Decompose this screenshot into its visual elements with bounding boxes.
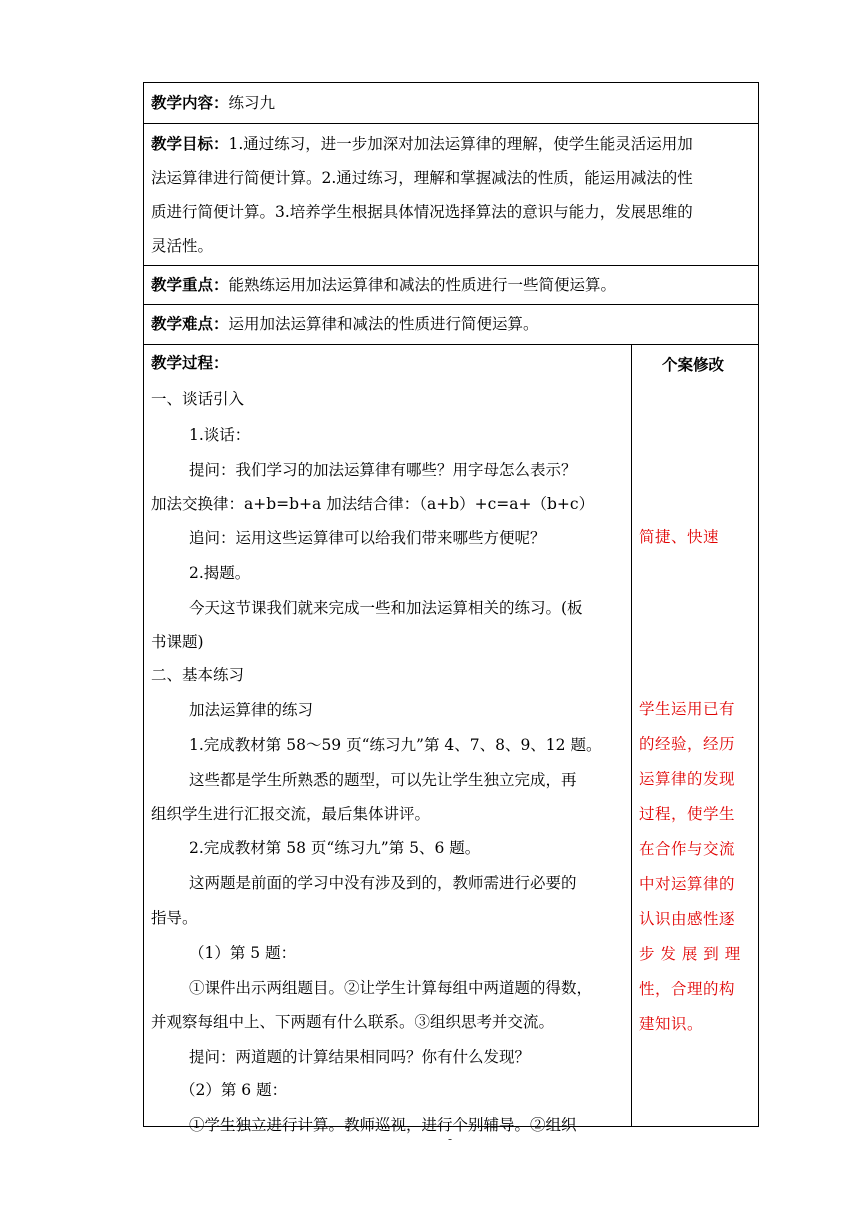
note-line: 中对运算律的	[639, 875, 736, 893]
goals-label: 教学目标：	[151, 134, 229, 153]
row-content	[144, 83, 758, 124]
process-line: 一、谈话引入	[151, 390, 245, 408]
process-line: 书课题)	[151, 633, 204, 651]
process-line: 1.谈话：	[189, 426, 251, 444]
difficulty-value: 运用加法运算律和减法的性质进行简便运算。	[228, 315, 539, 333]
process-header: 教学过程：	[151, 353, 229, 372]
process-line: 今天这节课我们就来完成一些和加法运算相关的练习。(板	[189, 599, 583, 617]
lesson-plan-table	[143, 82, 759, 1134]
difficulty-label: 教学难点：	[151, 314, 229, 333]
process-line: ①学生独立进行计算。教师巡视，进行个别辅导。②组织	[189, 1116, 577, 1134]
process-line: 指导。	[151, 909, 198, 927]
row-goals	[144, 124, 758, 266]
process-line: 2.揭题。	[189, 564, 251, 582]
notes-column	[632, 345, 758, 1126]
goals-line-4: 灵活性。	[151, 237, 214, 255]
row-difficulty	[144, 305, 758, 345]
process-line: 提问：两道题的计算结果相同吗？你有什么发现？	[189, 1048, 531, 1066]
note-line: 性，合理的构	[639, 980, 736, 998]
notes-header: 个案修改	[662, 355, 725, 374]
note-line: 建知识。	[639, 1015, 704, 1033]
process-line: （2）第 6 题：	[180, 1081, 288, 1099]
goals-line-1: 1.通过练习，进一步加深对加法运算律的理解，使学生能灵活运用加	[228, 135, 693, 153]
note-line: 认识由感性逐	[639, 910, 736, 928]
process-line: 加法交换律：a+b=b+a 加法结合律：（a+b）+c=a+（b+c）	[151, 495, 595, 513]
goals-line-2: 法运算律进行简便计算。2.通过练习，理解和掌握减法的性质，能运用减法的性	[151, 169, 693, 187]
process-line: 追问：运用这些运算律可以给我们带来哪些方便呢？	[189, 529, 546, 547]
process-line: 这两题是前面的学习中没有涉及到的，教师需进行必要的	[189, 874, 577, 892]
note-line: 学生运用已有	[639, 700, 736, 718]
key-value: 能熟练运用加法运算律和减法的性质进行一些简便运算。	[228, 276, 617, 294]
note-line: 在合作与交流	[639, 840, 736, 858]
process-column	[144, 345, 632, 1134]
content-label: 教学内容：	[151, 93, 229, 112]
note-line: 运算律的发现	[639, 770, 736, 788]
process-line: 1.完成教材第 58～59 页“练习九”第 4、7、8、9、12 题。	[189, 736, 602, 754]
page-footer-mark: -	[448, 1132, 453, 1146]
process-line: 加法运算律的练习	[189, 701, 314, 719]
process-line: 提问：我们学习的加法运算律有哪些？用字母怎么表示？	[189, 461, 577, 479]
process-line: 2.完成教材第 58 页“练习九”第 5、6 题。	[189, 839, 481, 857]
process-line: 组织学生进行汇报交流，最后集体讲评。	[151, 805, 431, 823]
note-line: 步 发 展 到 理	[639, 945, 741, 963]
row-key-points	[144, 266, 758, 305]
process-line: ①课件出示两组题目。②让学生计算每组中两道题的得数，	[189, 979, 593, 997]
key-label: 教学重点：	[151, 275, 229, 294]
content-value: 练习九	[228, 94, 276, 112]
process-line: 这些都是学生所熟悉的题型，可以先让学生独立完成，再	[189, 771, 577, 789]
note-line: 的经验，经历	[639, 735, 736, 753]
goals-line-3: 质进行简便计算。3.培养学生根据具体情况选择算法的意识与能力，发展思维的	[151, 203, 693, 221]
process-line: 二、基本练习	[151, 666, 245, 684]
process-line: （1）第 5 题：	[189, 944, 297, 962]
note-short: 简捷、快速	[639, 528, 720, 546]
note-line: 过程，使学生	[639, 805, 736, 823]
process-line: 并观察每组中上、下两题有什么联系。③组织思考并交流。	[151, 1013, 555, 1031]
